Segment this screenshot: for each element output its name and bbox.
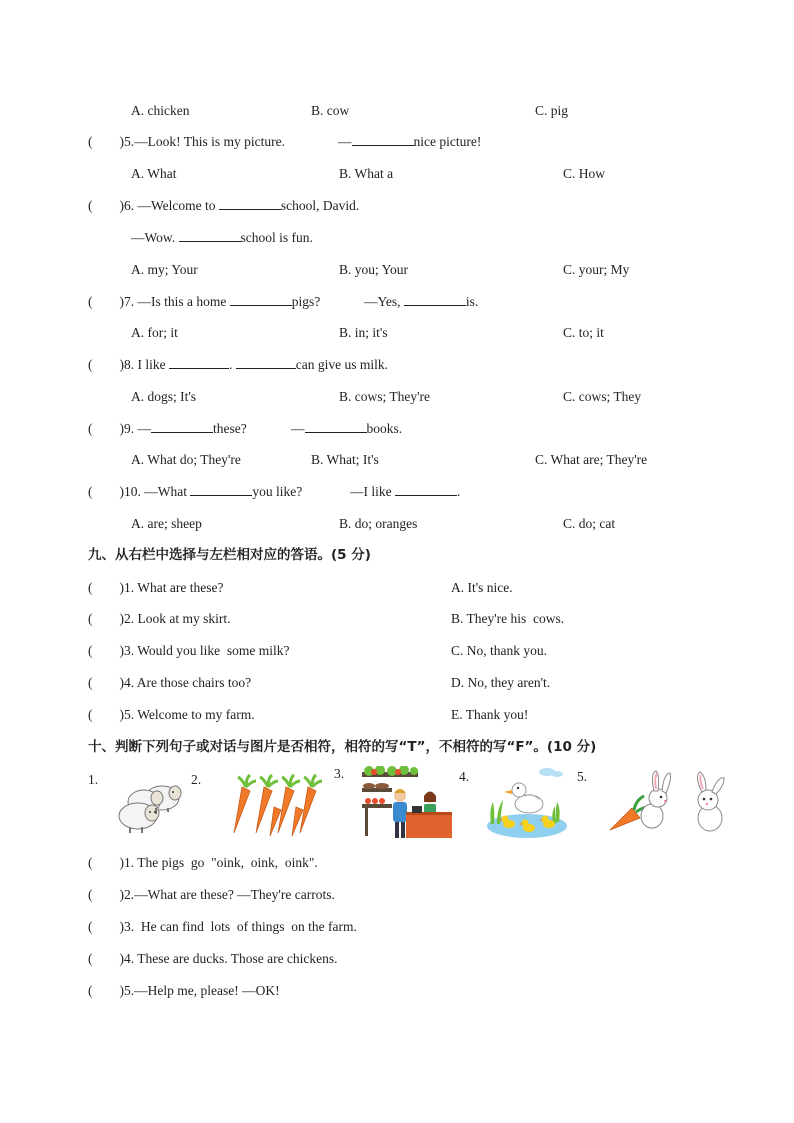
q7-stem: ( )7. —Is this a home pigs? <box>88 294 321 309</box>
pic-number-1: 1. <box>88 772 99 787</box>
pic-number-2: 2. <box>191 772 202 787</box>
match-right-c: C. No, thank you. <box>451 643 547 658</box>
q10-stem: ( )10. —What you like? <box>88 484 303 499</box>
fill-blank[interactable] <box>230 293 292 306</box>
q7-reply: —Yes, is. <box>364 294 479 309</box>
q10-option-c: C. do; cat <box>563 516 616 531</box>
match-right-a: A. It's nice. <box>451 580 513 595</box>
q8-stem: ( )8. I like . can give us milk. <box>88 357 388 372</box>
fill-blank[interactable] <box>219 197 281 210</box>
fill-blank[interactable] <box>179 229 241 242</box>
q6-option-b: B. you; Your <box>339 262 409 277</box>
q5-stem: ( )5.—Look! This is my picture. <box>88 134 285 149</box>
ducks-pond-picture <box>485 766 569 840</box>
q7-option-c: C. to; it <box>563 325 604 340</box>
q9-option-b: B. What; It's <box>311 452 379 467</box>
match-left-1[interactable]: ( )1. What are these? <box>88 580 224 595</box>
q6-option-c: C. your; My <box>563 262 630 277</box>
answer-paren[interactable]: ( ) <box>88 421 124 436</box>
pic-number-4: 4. <box>459 769 470 784</box>
q10-reply: —I like . <box>350 484 461 499</box>
q8-option-c: C. cows; They <box>563 389 642 404</box>
fill-blank[interactable] <box>395 483 457 496</box>
q6-stem: ( )6. —Welcome to school, David. <box>88 198 360 213</box>
pic-number-3: 3. <box>334 766 345 781</box>
match-left-3[interactable]: ( )3. Would you like some milk? <box>88 643 290 658</box>
q8-option-b: B. cows; They're <box>339 389 431 404</box>
q10-option-b: B. do; oranges <box>339 516 418 531</box>
q5-option-b: B. What a <box>339 166 394 181</box>
answer-paren[interactable]: ( ) <box>88 134 124 149</box>
market-stall-picture <box>362 766 454 840</box>
fill-blank[interactable] <box>190 483 252 496</box>
match-left-2[interactable]: ( )2. Look at my skirt. <box>88 611 231 626</box>
rabbits-carrot-picture <box>606 768 734 838</box>
answer-paren[interactable]: ( ) <box>88 484 124 499</box>
q5-option-a: A. What <box>131 166 177 181</box>
q6-option-a: A. my; Your <box>131 262 198 277</box>
q9-option-c: C. What are; They're <box>535 452 648 467</box>
fill-blank[interactable] <box>404 293 466 306</box>
tf-item-2[interactable]: ( )2.—What are these? —They're carrots. <box>88 887 335 902</box>
q5-option-c: C. How <box>563 166 606 181</box>
q8-option-a: A. dogs; It's <box>131 389 197 404</box>
tf-item-1[interactable]: ( )1. The pigs go "oink, oink, oink". <box>88 855 318 870</box>
tf-item-5[interactable]: ( )5.—Help me, please! —OK! <box>88 983 280 998</box>
q7-option-a: A. for; it <box>131 325 178 340</box>
fill-blank[interactable] <box>305 420 367 433</box>
q10-option-a: A. are; sheep <box>131 516 202 531</box>
match-right-e: E. Thank you! <box>451 707 529 722</box>
match-left-4[interactable]: ( )4. Are those chairs too? <box>88 675 252 690</box>
match-left-5[interactable]: ( )5. Welcome to my farm. <box>88 707 255 722</box>
section-10-title: 十、判断下列句子或对话与图片是否相符，相符的写“T”，不相符的写“F”。(10 分) <box>88 739 597 755</box>
tf-item-3[interactable]: ( )3. He can find lots of things on the farm. <box>88 919 357 934</box>
answer-paren[interactable]: ( ) <box>88 357 124 372</box>
q4-option-b: B. cow <box>311 103 350 118</box>
section-9-title: 九、从右栏中选择与左栏相对应的答语。(5 分) <box>88 547 371 563</box>
carrots-picture <box>228 773 322 837</box>
fill-blank[interactable] <box>151 420 213 433</box>
tf-item-4[interactable]: ( )4. These are ducks. Those are chickens. <box>88 951 338 966</box>
q9-option-a: A. What do; They're <box>131 452 241 467</box>
q4-option-c: C. pig <box>535 103 569 118</box>
answer-paren[interactable]: ( ) <box>88 198 124 213</box>
match-right-b: B. They're his cows. <box>451 611 565 626</box>
q9-stem: ( )9. — these? <box>88 421 247 436</box>
q7-option-b: B. in; it's <box>339 325 388 340</box>
fill-blank[interactable] <box>236 356 296 369</box>
answer-paren[interactable]: ( ) <box>88 294 124 309</box>
fill-blank[interactable] <box>169 356 229 369</box>
pic-number-5: 5. <box>577 769 588 784</box>
match-right-d: D. No, they aren't. <box>451 675 551 690</box>
q6-line2: —Wow. school is fun. <box>131 230 313 245</box>
q9-reply: — books. <box>291 421 403 436</box>
sheep-picture <box>112 778 186 834</box>
q5-reply: — nice picture! <box>338 134 482 149</box>
q4-option-a: A. chicken <box>131 103 190 118</box>
fill-blank[interactable] <box>352 133 414 146</box>
